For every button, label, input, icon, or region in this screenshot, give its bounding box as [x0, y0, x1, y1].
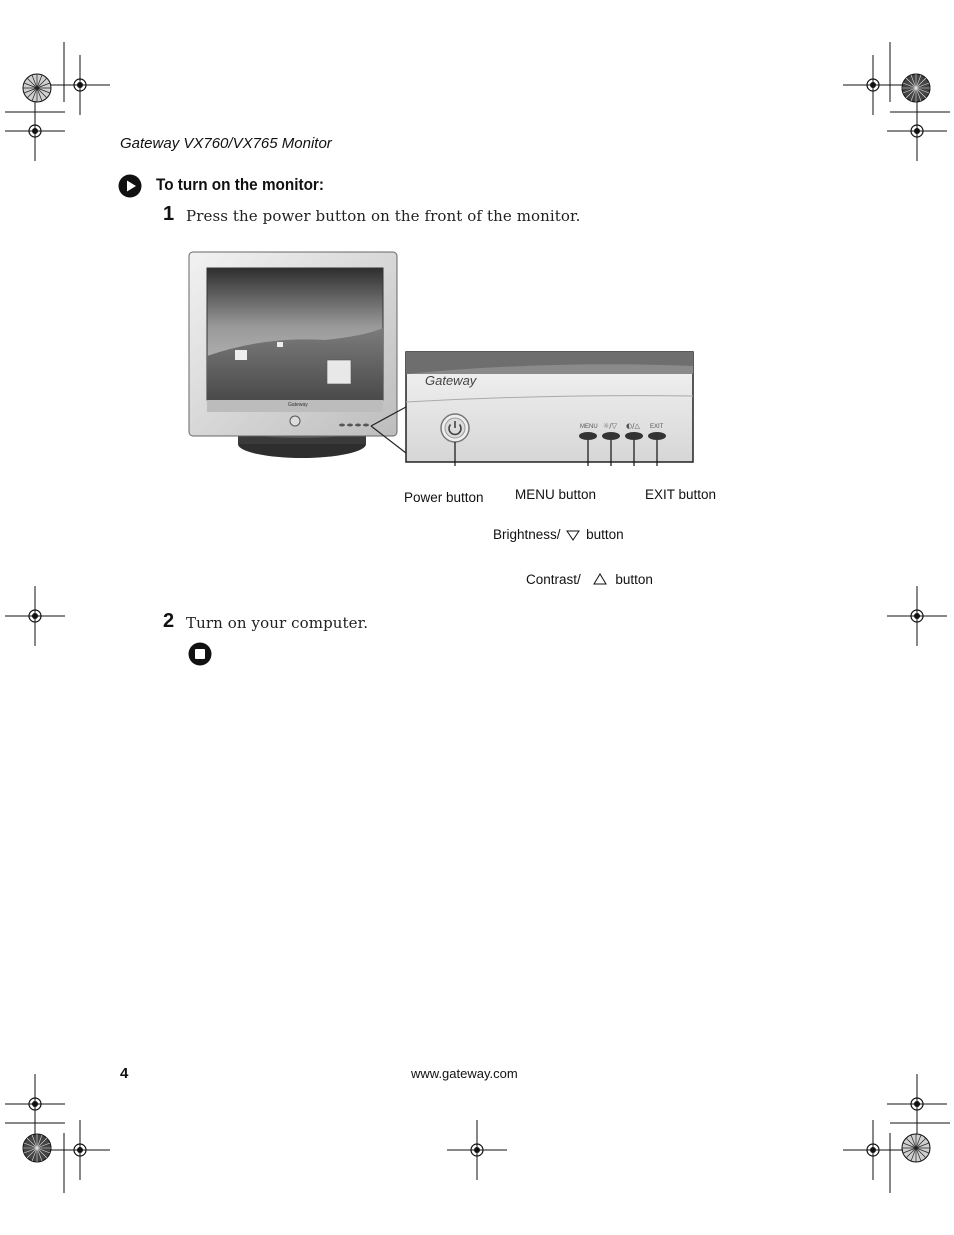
contrast-callout-prefix: Contrast/ [526, 572, 581, 587]
panel-mark-exit: EXIT [650, 424, 664, 430]
footer-url[interactable]: www.gateway.com [411, 1066, 518, 1081]
monitor-screen-logo: Gateway [288, 402, 308, 408]
brightness-callout-suffix: button [586, 527, 624, 542]
step-text: Turn on your computer. [186, 614, 369, 632]
menu-button-callout: MENU button [515, 487, 597, 502]
step-number: 2 [163, 610, 175, 632]
procedure-heading: To turn on the monitor: [156, 175, 324, 194]
contrast-button-callout [526, 572, 653, 587]
play-arrow-icon [118, 174, 142, 198]
panel-mark-brightness: ☼/▽ [603, 422, 618, 430]
power-button-callout: Power button [404, 490, 484, 505]
triangle-down-icon [566, 529, 580, 541]
brightness-button-callout [493, 527, 624, 542]
contrast-callout-suffix: button [615, 572, 653, 587]
stop-square-icon [188, 642, 212, 666]
running-header-title: Gateway VX760/VX765 Monitor [120, 135, 332, 152]
page-number: 4 [120, 1065, 129, 1082]
exit-button-callout: EXIT button [645, 487, 717, 502]
panel-mark-contrast: ◐/△ [626, 422, 640, 430]
panel-mark-menu: MENU [580, 424, 598, 430]
step-number: 1 [163, 203, 175, 225]
brightness-callout-prefix: Brightness/ [493, 527, 561, 542]
gateway-logo: Gateway [425, 373, 477, 388]
monitor-illustration [185, 248, 705, 466]
triangle-up-icon [589, 572, 611, 586]
step-text: Press the power button on the front of the monitor. [186, 207, 581, 225]
